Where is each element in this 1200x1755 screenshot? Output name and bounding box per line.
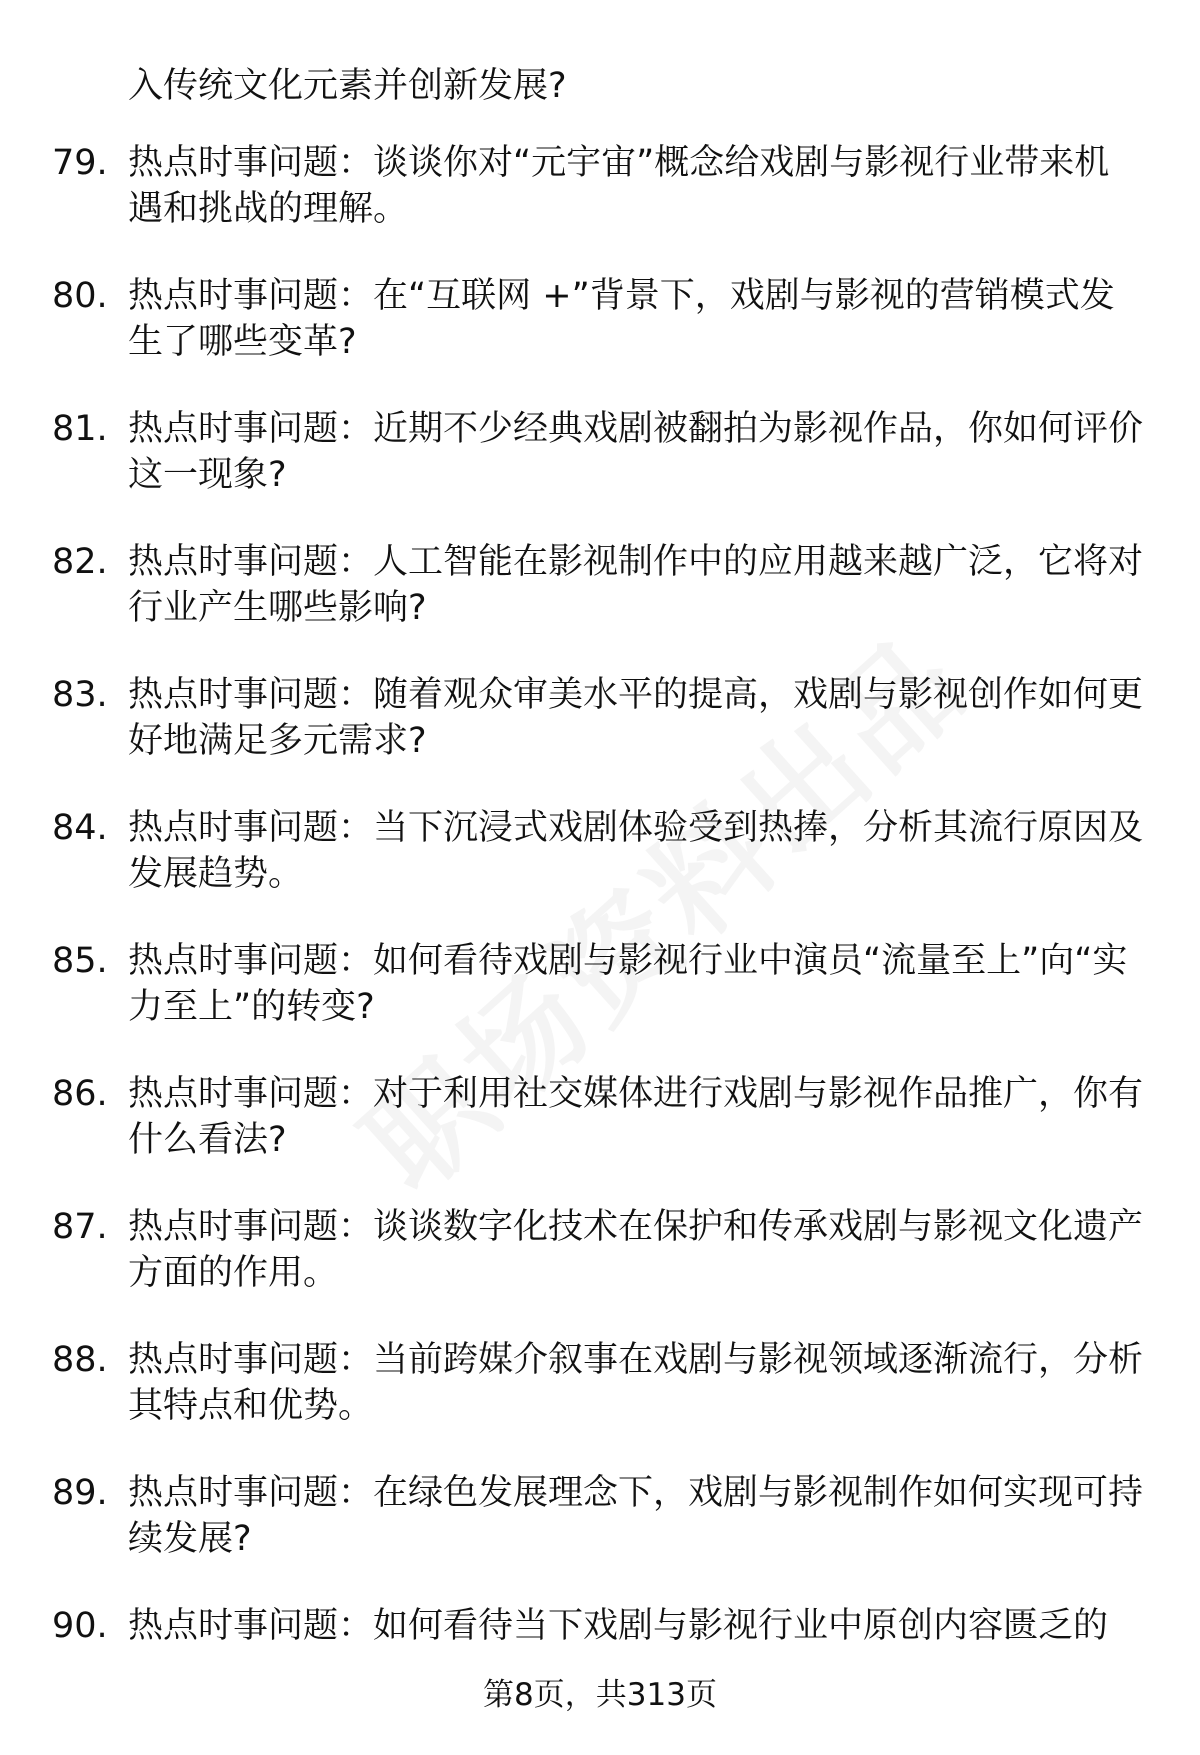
question-number: 79.: [52, 143, 108, 183]
question-item: [0, 1071, 1200, 1204]
question-item: [0, 805, 1200, 938]
question-number: 83.: [52, 675, 108, 715]
question-item: [0, 938, 1200, 1071]
question-text: 热点时事问题：在“互联网 +”背景下，戏剧与影视的营销模式发生了哪些变革?: [128, 276, 1115, 362]
question-number: 84.: [52, 808, 108, 848]
question-item: [0, 1470, 1200, 1603]
question-text: 热点时事问题：人工智能在影视制作中的应用越来越广泛，它将对行业产生哪些影响?: [128, 542, 1144, 628]
question-item: [0, 273, 1200, 406]
question-text: 热点时事问题：对于利用社交媒体进行戏剧与影视作品推广，你有什么看法?: [128, 1074, 1144, 1160]
question-text: 热点时事问题：在绿色发展理念下，戏剧与影视制作如何实现可持续发展?: [128, 1473, 1144, 1559]
question-number: 87.: [52, 1207, 108, 1247]
question-number: 80.: [52, 276, 108, 316]
question-number: 81.: [52, 409, 108, 449]
question-item: [0, 539, 1200, 672]
question-number: 90.: [52, 1606, 108, 1646]
question-number: 85.: [52, 941, 108, 981]
question-number: 88.: [52, 1340, 108, 1380]
question-text: 热点时事问题：谈谈数字化技术在保护和传承戏剧与影视文化遗产方面的作用。: [128, 1207, 1144, 1293]
question-text: 热点时事问题：如何看待戏剧与影视行业中演员“流量至上”向“实力至上”的转变?: [128, 941, 1128, 1027]
question-item: [0, 140, 1200, 273]
question-item: [0, 1204, 1200, 1337]
question-list: [0, 140, 1200, 1736]
question-item: [0, 1603, 1200, 1736]
question-item: [0, 406, 1200, 539]
question-text: 热点时事问题：如何看待当下戏剧与影视行业中原创内容匮乏的: [128, 1606, 1109, 1646]
question-number: 82.: [52, 542, 108, 582]
question-number: 86.: [52, 1074, 108, 1114]
continuation-text: 入传统文化元素并创新发展?: [128, 66, 567, 106]
question-text: 热点时事问题：近期不少经典戏剧被翻拍为影视作品，你如何评价这一现象?: [128, 409, 1144, 495]
page-footer: 第8页，共313页: [483, 1677, 717, 1713]
question-item: [0, 672, 1200, 805]
question-text: 热点时事问题：当下沉浸式戏剧体验受到热捧，分析其流行原因及发展趋势。: [128, 808, 1144, 894]
question-text: 热点时事问题：随着观众审美水平的提高，戏剧与影视创作如何更好地满足多元需求?: [128, 675, 1144, 761]
question-item: [0, 1337, 1200, 1470]
question-text: 热点时事问题：谈谈你对“元宇宙”概念给戏剧与影视行业带来机遇和挑战的理解。: [128, 143, 1110, 229]
question-text: 热点时事问题：当前跨媒介叙事在戏剧与影视领域逐渐流行，分析其特点和优势。: [128, 1340, 1144, 1426]
question-number: 89.: [52, 1473, 108, 1513]
